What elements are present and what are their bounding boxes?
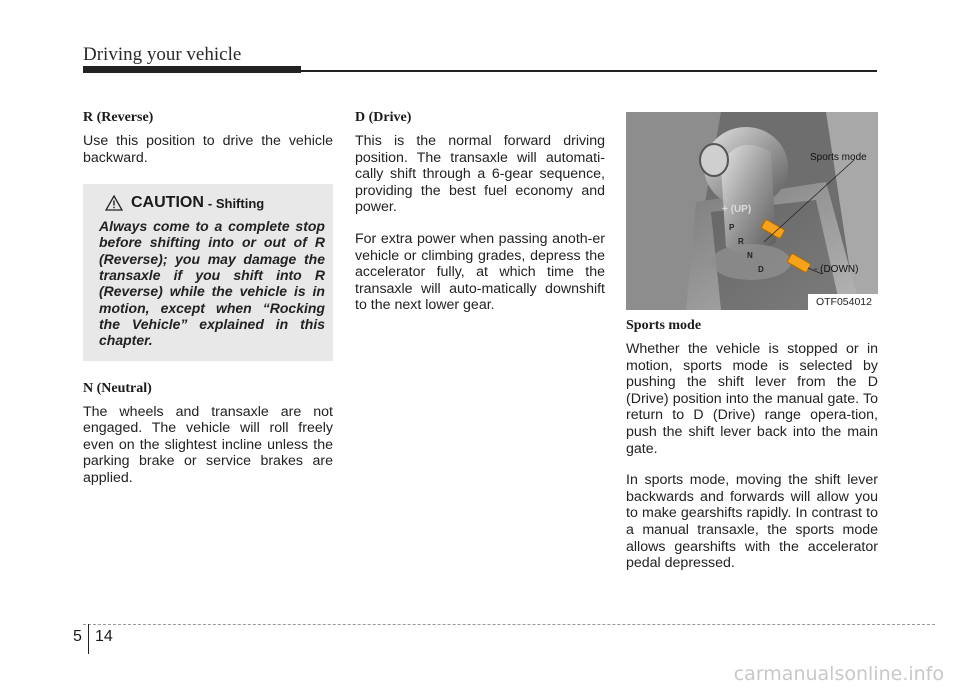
caution-header: [105, 194, 325, 212]
header-rule-thin: [301, 70, 877, 72]
chapter-number: 5: [73, 628, 82, 645]
column-middle: [355, 110, 605, 314]
sports-heading: Sports mode: [626, 318, 702, 333]
sports-mode-callout: Sports mode: [810, 152, 867, 163]
reverse-heading: R (Reverse): [83, 110, 154, 125]
caution-body: Always come to a complete stop before shifting into or out of R (Reverse); you may damage the transaxle if you shift into R (Reverse) while the vehicle is in motion, except when “Rocking the Vehicle” explained in this chapter.: [99, 218, 325, 349]
caution-subtitle: - Shifting: [207, 195, 265, 211]
figure-code: OTF054012: [808, 294, 878, 310]
warning-triangle-icon: [105, 195, 123, 211]
svg-text:R: R: [738, 237, 744, 246]
footer-rule: [83, 624, 935, 625]
header-rule-thick: [83, 66, 301, 73]
sports-body-1: Whether the vehicle is stopped or in motion, sports mode is selected by pushing the shift lever from the D (Drive) position into the manual gate. To return to D (Drive) range opera-tion, push the shift lever back into the main gate.: [626, 341, 878, 457]
shift-lever-illustration: [626, 112, 878, 310]
up-callout: + (UP): [722, 204, 752, 215]
down-callout: - (DOWN): [814, 264, 859, 275]
svg-text:P: P: [729, 223, 735, 232]
svg-text:D: D: [758, 265, 764, 274]
drive-body-2: For extra power when passing anoth-er vehicle or climbing grades, depress the accelerator fully, at which time the transaxle will auto-matically downshift to the next lower gear.: [355, 230, 605, 314]
page-number-separator: [88, 624, 89, 654]
drive-heading: D (Drive): [355, 110, 412, 125]
column-right: [626, 112, 878, 572]
drive-body-1: This is the normal forward driving position. The transaxle will automati-cally shift through a 6-gear sequence, providing the best fuel economy and power.: [355, 133, 605, 216]
page-number: 14: [95, 628, 113, 645]
neutral-heading: N (Neutral): [83, 380, 152, 396]
caution-box: [83, 184, 333, 360]
column-left: [83, 110, 333, 487]
svg-text:N: N: [747, 251, 753, 260]
neutral-section: [83, 381, 333, 487]
caution-label: CAUTION: [131, 194, 204, 212]
sports-body-2: In sports mode, moving the shift lever backwards and forwards will allow you to make gearshifts rapidly. In contrast to a manual transaxle, the sports mode allows gearshifts with the accelerator pedal depressed.: [626, 472, 878, 572]
neutral-body: The wheels and transaxle are not engaged. The vehicle will roll freely even on the slightest incline unless the parking brake or service brakes are applied.: [83, 403, 333, 486]
watermark: carmanualsonline.info: [733, 663, 944, 685]
page-header-title: Driving your vehicle: [83, 44, 242, 65]
reverse-body: Use this position to drive the vehicle backward.: [83, 133, 333, 166]
shift-lever-figure: [626, 112, 878, 310]
